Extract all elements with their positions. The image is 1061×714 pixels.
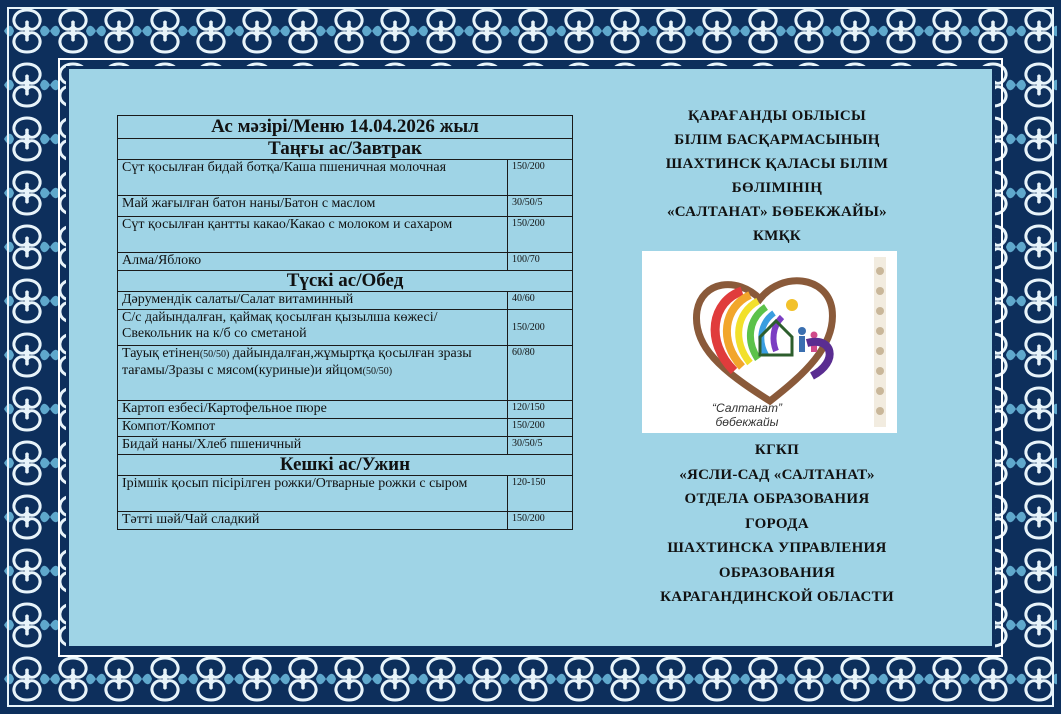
dish-name-part: дайындалған,жұмыртқа қосылған зразы тағамы/Зразы с мясом(куриные)и яйцом [122, 346, 472, 378]
org-line: ОТДЕЛА ОБРАЗОВАНИЯ [684, 491, 870, 507]
dish-portion: 30/50/5 [508, 196, 573, 217]
dish-name-part: Тауық етінен [122, 346, 200, 361]
dish-name: Компот/Компот [118, 419, 508, 437]
org-line: «ЯСЛИ-САД «САЛТАНАТ» [679, 466, 875, 483]
org-line: БӨЛІМІНІҢ [731, 180, 823, 196]
table-row [118, 476, 573, 512]
org-name-kazakh [632, 104, 922, 248]
dish-name: Ірімшік қосып пісірілген рожки/Отварные рожки с сыром [118, 476, 508, 512]
org-line: ОБРАЗОВАНИЯ [718, 564, 836, 581]
table-row [118, 419, 573, 437]
dish-portion: 100/70 [508, 253, 573, 271]
org-line: ҚАРАҒАНДЫ ОБЛЫСЫ [687, 108, 867, 124]
org-line: КМҚК [753, 228, 801, 244]
section-heading-breakfast: Таңғы ас/Завтрак [118, 139, 573, 160]
org-line: КГКП [754, 442, 800, 458]
table-row [118, 196, 573, 217]
org-line: БІЛІМ БАСҚАРМАСЫНЫҢ [674, 132, 880, 148]
dish-portion-note: (50/50) [199, 349, 230, 360]
dish-name: Сүт қосылған бидай ботқа/Каша пшеничная молочная [118, 160, 508, 196]
dish-portion: 60/80 [508, 346, 573, 401]
section-heading-dinner: Кешкі ас/Ужин [118, 455, 573, 476]
dish-portion: 120-150 [508, 476, 573, 512]
dish-portion: 120/150 [508, 401, 573, 419]
dish-name [118, 346, 508, 401]
logo-caption: “Салтанат” бөбекжайы [712, 401, 782, 429]
kindergarten-logo [642, 251, 897, 433]
table-row [118, 217, 573, 253]
table-row [118, 437, 573, 455]
dish-portion: 150/200 [508, 512, 573, 530]
dish-name: Бидай наны/Хлеб пшеничный [118, 437, 508, 455]
table-row [118, 160, 573, 196]
table-row [118, 310, 573, 346]
org-line: ШАХТИНСК ҚАЛАСЫ БІЛІМ [665, 156, 889, 172]
dish-name: Сүт қосылған қантты какао/Какао с молоком и сахаром [118, 217, 508, 253]
org-line: КАРАГАНДИНСКОЙ ОБЛАСТИ [660, 589, 894, 605]
menu-table [117, 115, 573, 530]
table-row [118, 292, 573, 310]
dish-name: Тәтті шәй/Чай сладкий [118, 512, 508, 530]
dish-name: С/с дайындалған, қаймақ қосылған қызылша көжесі/Свекольник на к/б со сметаной [118, 310, 508, 346]
table-row [118, 253, 573, 271]
dish-portion: 150/200 [508, 419, 573, 437]
dish-name: Картоп езбесі/Картофельное пюре [118, 401, 508, 419]
dish-portion: 40/60 [508, 292, 573, 310]
dish-name: Алма/Яблоко [118, 253, 508, 271]
dish-portion: 30/50/5 [508, 437, 573, 455]
org-line: ГОРОДА [745, 515, 809, 532]
dish-portion-note: (50/50) [362, 366, 393, 377]
dish-portion: 150/200 [508, 310, 573, 346]
org-line: ШАХТИНСКА УПРАВЛЕНИЯ [667, 540, 887, 556]
org-name-russian [632, 438, 922, 610]
dish-name: Дәрумендік салаты/Салат витаминный [118, 292, 508, 310]
section-heading-lunch: Түскі ас/Обед [118, 271, 573, 292]
dish-portion: 150/200 [508, 160, 573, 196]
dish-portion: 150/200 [508, 217, 573, 253]
table-row [118, 512, 573, 530]
menu-title: Ас мәзірі/Меню 14.04.2026 жыл [118, 116, 573, 139]
table-row [118, 401, 573, 419]
table-row [118, 346, 573, 401]
org-line: «САЛТАНАТ» БӨБЕКЖАЙЫ» [667, 204, 887, 220]
dish-name: Май жағылған батон наны/Батон с маслом [118, 196, 508, 217]
